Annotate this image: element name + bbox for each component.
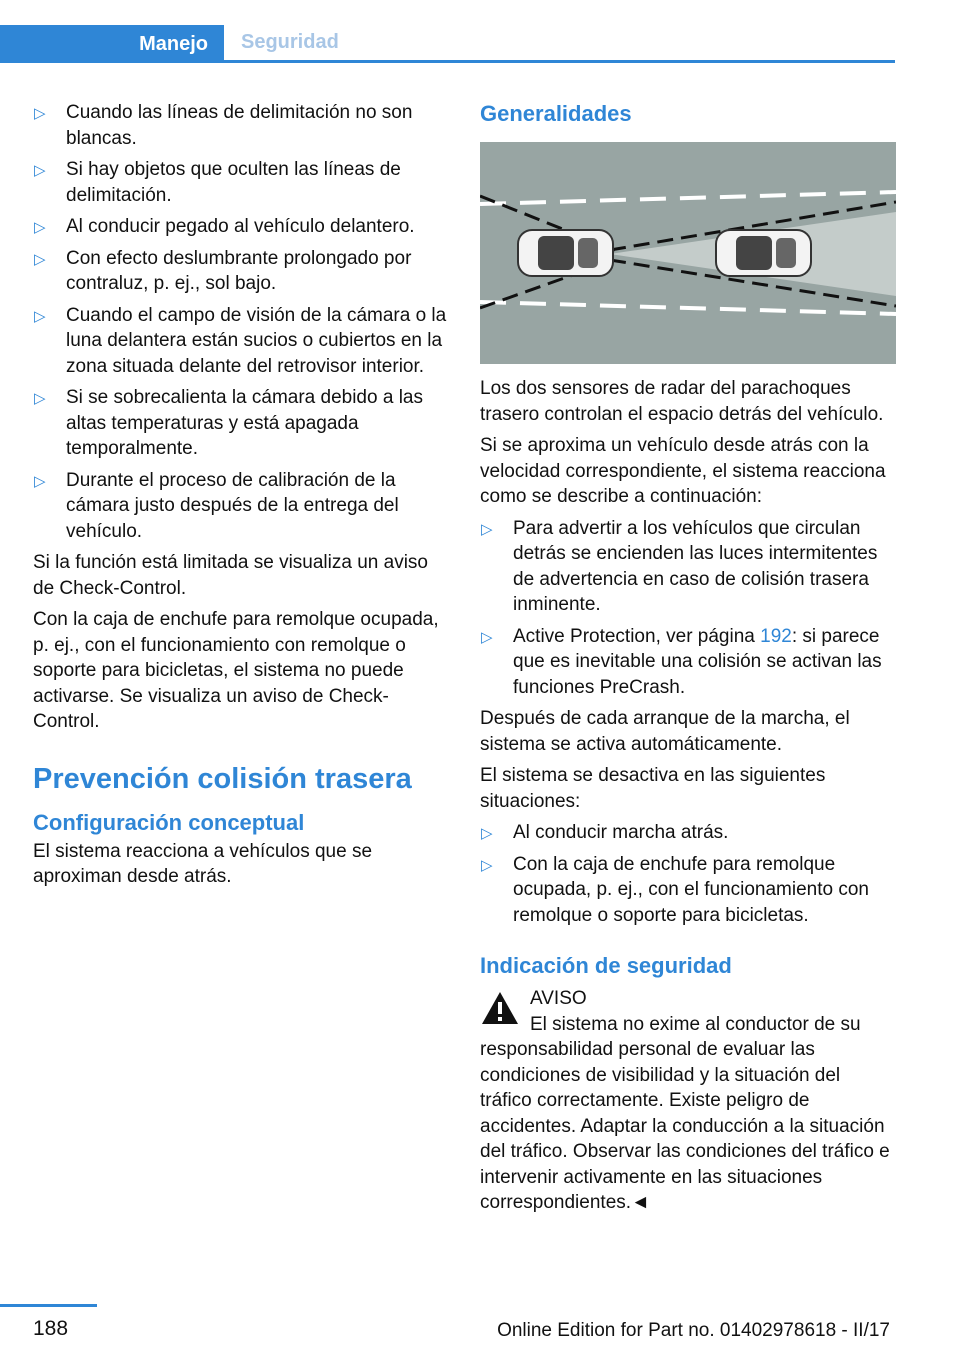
- list-item: ▷ Si se sobrecalienta la cámara debido a las altas temperaturas y está apagada temporalmente.: [34, 387, 423, 459]
- right-column: [480, 100, 896, 1216]
- list-item: ▷ Con efecto deslumbrante prolongado por contraluz, p. ej., sol bajo.: [34, 247, 412, 294]
- triangle-bullet-icon: ▷: [481, 825, 493, 842]
- heading-generalidades: Generalidades: [480, 101, 632, 126]
- warning-text: El sistema no exime al conductor de su responsabilidad personal de evaluar las condiciones de visibilidad y la situación del tráfico correctamente. Existe peligro de accidentes. Adaptar la conducción a la situación del tráfico. Observar las condiciones del tráfico e intervenir activamente en las situaciones correspondientes.◄: [480, 1013, 890, 1213]
- warning-block: [480, 986, 896, 1216]
- edition-note: Online Edition for Part no. 01402978618 - II/17: [497, 1320, 890, 1341]
- triangle-bullet-icon: ▷: [34, 219, 46, 236]
- chapter-header: [0, 25, 895, 63]
- page-number-rule: [0, 1304, 97, 1307]
- list-item: ▷ Al conducir pegado al vehículo delantero.: [33, 214, 451, 240]
- paragraph: Con la caja de enchufe para remolque ocupada, p. ej., con el funcionamiento con remolque o soporte para bicicletas, el sistema no puede activarse. Se visualiza un aviso de Check-Control.: [33, 609, 439, 732]
- list-item: ▷ Durante el proceso de calibración de la cámara justo después de la entrega del vehículo.: [34, 469, 399, 542]
- paragraph: Si se aproxima un vehículo desde atrás con la velocidad correspondiente, el sistema reacciona como se describe a continuación:: [480, 435, 886, 507]
- limitations-list: [33, 100, 451, 544]
- tab-seguridad[interactable]: Seguridad: [241, 31, 339, 53]
- warning-label: AVISO: [530, 988, 587, 1009]
- list-item: ▷ Al conducir marcha atrás.: [480, 820, 896, 846]
- list-item: ▷ Cuando las líneas de delimitación no son blancas.: [34, 102, 413, 149]
- triangle-bullet-icon: ▷: [34, 390, 46, 407]
- section-title: Prevención colisión trasera: [33, 762, 412, 795]
- triangle-bullet-icon: ▷: [34, 162, 46, 179]
- deactivation-list: [480, 820, 896, 928]
- list-item: ▷ Active Protection, ver página 192: si parece que es inevitable una colisión se activan las funciones PreCrash.: [481, 625, 882, 698]
- paragraph: Si la función está limitada se visualiza un aviso de Check-Control.: [33, 552, 428, 599]
- paragraph: Después de cada arranque de la marcha, el sistema se activa automáticamente.: [480, 708, 850, 755]
- triangle-bullet-icon: ▷: [481, 856, 493, 874]
- paragraph: El sistema reacciona a vehículos que se aproximan desde atrás.: [33, 840, 373, 887]
- triangle-bullet-icon: ▷: [34, 472, 46, 490]
- triangle-bullet-icon: ▷: [481, 520, 493, 538]
- list-item: ▷ Si hay objetos que oculten las líneas de delimitación.: [34, 159, 401, 206]
- page-number: 188: [33, 1317, 69, 1340]
- paragraph: El sistema se desactiva en las siguientes situaciones:: [480, 765, 826, 812]
- reaction-list: [480, 516, 896, 701]
- triangle-bullet-icon: ▷: [34, 307, 46, 325]
- list-item: ▷ Cuando el campo de visión de la cámara o la luna delantera están sucios o cubiertos en la zona situada delante del retrovisor interior.: [34, 304, 447, 377]
- list-item: ▷ Para advertir a los vehículos que circulan detrás se encienden las luces intermitentes de advertencia en caso de colisión trasera inminente.: [481, 517, 878, 615]
- own-vehicle: [518, 230, 613, 276]
- triangle-bullet-icon: ▷: [34, 250, 46, 268]
- warning-triangle-icon: [480, 990, 520, 1026]
- subsection-title: Configuración conceptual: [33, 809, 305, 835]
- header-underline: [0, 60, 895, 63]
- rear-collision-diagram: [480, 142, 896, 364]
- approaching-vehicle: [716, 230, 811, 276]
- triangle-bullet-icon: ▷: [34, 105, 46, 122]
- paragraph: Los dos sensores de radar del parachoques trasero controlan el espacio detrás del vehículo.: [480, 378, 884, 425]
- page-link-192[interactable]: 192: [760, 625, 792, 647]
- tab-manejo[interactable]: Manejo: [0, 25, 224, 63]
- left-column: [33, 100, 451, 896]
- list-item: ▷ Con la caja de enchufe para remolque ocupada, p. ej., con el funcionamiento con remolque o soporte para bicicletas.: [481, 853, 869, 926]
- triangle-bullet-icon: ▷: [481, 628, 493, 646]
- heading-safety: Indicación de seguridad: [480, 953, 732, 978]
